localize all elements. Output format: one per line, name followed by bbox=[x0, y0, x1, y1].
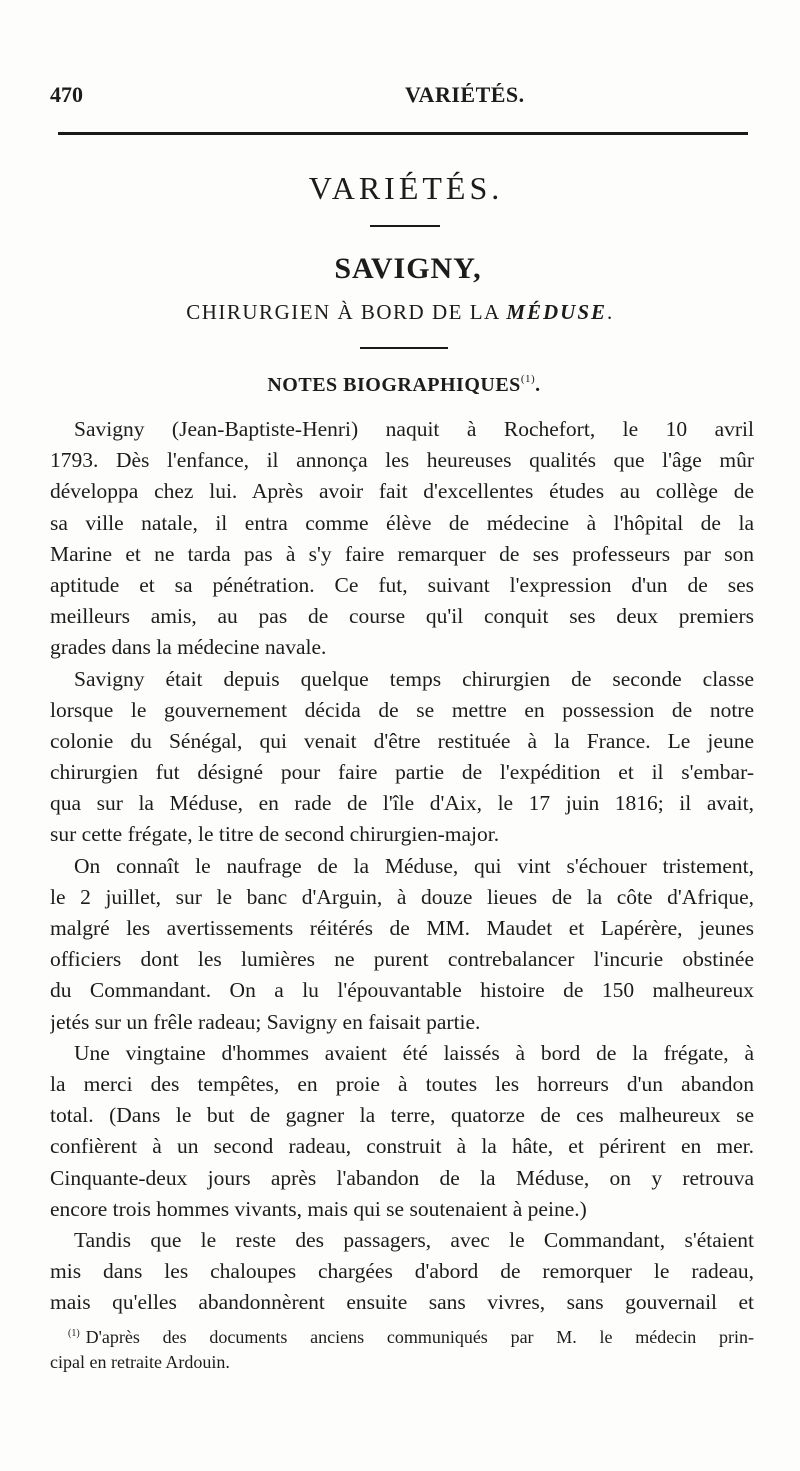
text-line: la merci des tempêtes, en proie à toutes les horreurs d'un abandon bbox=[50, 1071, 754, 1096]
footnote bbox=[50, 1320, 754, 1376]
footnote-marker: (1) bbox=[68, 1328, 80, 1339]
subtitle-prefix: CHIRURGIEN À BORD DE LA bbox=[186, 300, 507, 324]
text-line: développa chez lui. Après avoir fait d'excellentes études au collège de bbox=[50, 479, 754, 504]
footnote-ref-marker: (1) bbox=[520, 373, 536, 385]
text-line: Savigny était depuis quelque temps chirurgien de seconde classe bbox=[74, 666, 754, 691]
subtitle-ship-name: MÉDUSE bbox=[506, 300, 608, 324]
article-title: SAVIGNY, bbox=[334, 252, 482, 285]
text-line: total. (Dans le but de gagner la terre, quatorze de ces malheureux se bbox=[50, 1103, 754, 1128]
text-line: sa ville natale, il entra comme élève de médecine à l'hôpital de la bbox=[50, 510, 754, 535]
text-line: officiers dont les lumières ne purent contrebalancer l'incurie obstinée bbox=[50, 947, 754, 972]
text-line: grades dans la médecine navale. bbox=[50, 635, 327, 660]
footnote-line bbox=[50, 1320, 754, 1348]
footnote-text-1: D'après des documents anciens communiqués par M. le médecin prin- bbox=[85, 1327, 754, 1347]
page-number: 470 bbox=[50, 82, 83, 107]
text-line: Savigny (Jean-Baptiste-Henri) naquit à Rochefort, le 10 avril bbox=[74, 417, 754, 441]
notes-heading-text: NOTES BIOGRAPHIQUES bbox=[267, 374, 521, 396]
text-line: Marine et ne tarda pas à s'y faire remarquer de ses professeurs par son bbox=[50, 541, 754, 566]
text-line: malgré les avertissements réitérés de MM. Maudet et Lapérère, jeunes bbox=[50, 916, 754, 940]
text-line: jetés sur un frêle radeau; Savigny en faisait partie. bbox=[50, 1009, 481, 1034]
text-line: 1793. Dès l'enfance, il annonça les heureuses qualités que l'âge mûr bbox=[50, 448, 754, 473]
title-rule-top bbox=[370, 225, 440, 227]
notes-heading bbox=[0, 373, 800, 397]
text-line: Une vingtaine d'hommes avaient été laissés à bord de la frégate, à bbox=[74, 1040, 754, 1065]
text-line: confièrent à un second radeau, construit à la hâte, et périrent en mer. bbox=[50, 1134, 754, 1159]
running-head bbox=[50, 82, 750, 114]
text-line: aptitude et sa pénétration. Ce fut, suivant l'expression d'un de ses bbox=[50, 572, 754, 597]
body-text bbox=[50, 414, 754, 1318]
text-line: sur cette frégate, le titre de second chirurgien-major. bbox=[50, 822, 500, 847]
text-line: chirurgien fut désigné pour faire partie de l'expédition et il s'embar- bbox=[50, 760, 754, 785]
article-subtitle bbox=[0, 300, 800, 325]
text-line: du Commandant. On a lu l'épouvantable histoire de 150 malheureux bbox=[50, 978, 754, 1003]
text-line: le 2 juillet, sur le banc d'Arguin, à douze lieues de la côte d'Afrique, bbox=[50, 884, 754, 909]
text-line: colonie du Sénégal, qui venait d'être restituée à la France. Le jeune bbox=[50, 728, 754, 753]
text-line: Cinquante-deux jours après l'abandon de la Méduse, on y retrouva bbox=[50, 1165, 754, 1190]
text-line: Tandis que le reste des passagers, avec le Commandant, s'étaient bbox=[74, 1227, 754, 1252]
text-line: mis dans les chaloupes chargées d'abord de remorquer le radeau, bbox=[50, 1259, 754, 1284]
notes-heading-suffix: . bbox=[535, 374, 541, 396]
title-rule-bottom bbox=[360, 347, 448, 349]
subtitle-suffix: . bbox=[607, 300, 614, 324]
text-line: lorsque le gouvernement décida de se mettre en possession de notre bbox=[50, 697, 754, 722]
footnote-line: cipal en retraite Ardouin. bbox=[50, 1352, 230, 1372]
running-title: VARIÉTÉS. bbox=[405, 82, 525, 107]
text-line: meilleurs amis, au pas de course qu'il conquit ses deux premiers bbox=[50, 604, 754, 629]
text-line: mais qu'elles abandonnèrent ensuite sans vivres, sans gouvernail et bbox=[50, 1290, 754, 1315]
header-rule bbox=[58, 132, 748, 135]
text-line: On connaît le naufrage de la Méduse, qui vint s'échouer tristement, bbox=[74, 853, 754, 878]
text-line: qua sur la Méduse, en rade de l'île d'Aix, le 17 juin 1816; il avait, bbox=[50, 791, 754, 816]
text-line: encore trois hommes vivants, mais qui se soutenaient à peine.) bbox=[50, 1196, 587, 1221]
section-title: VARIÉTÉS. bbox=[308, 170, 504, 206]
